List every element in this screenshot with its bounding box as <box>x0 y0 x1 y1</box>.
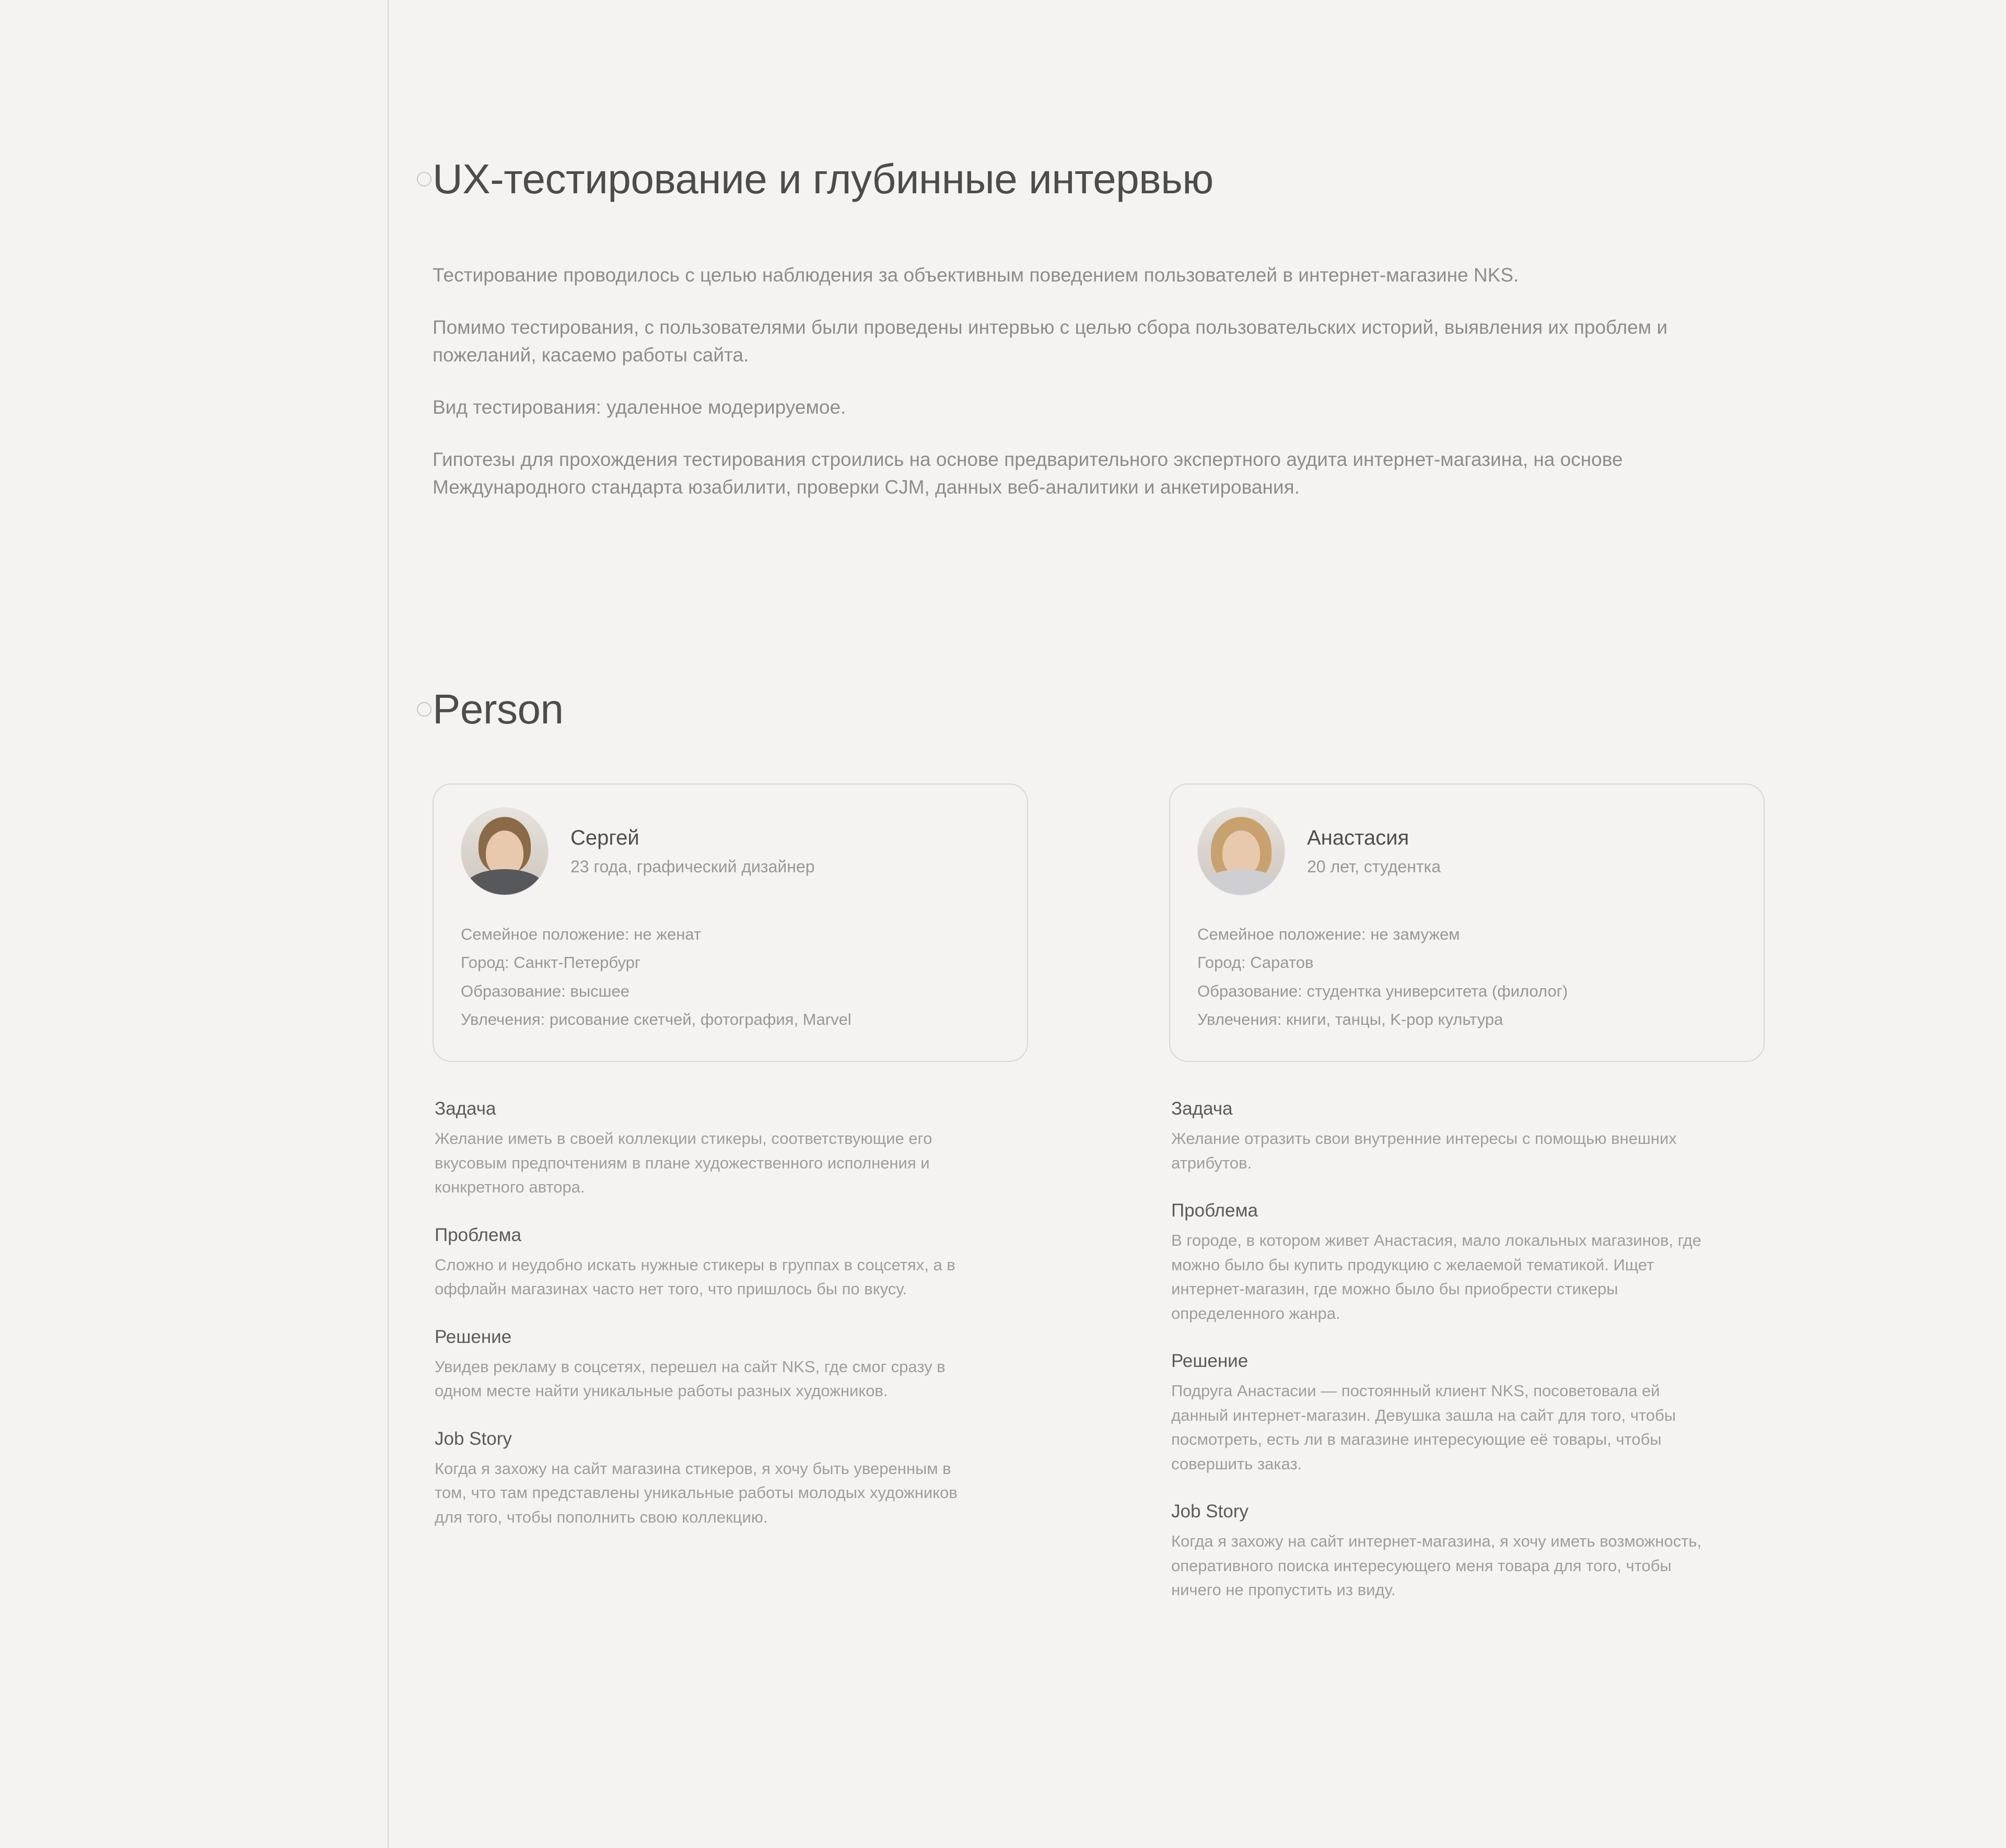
persona-fact: Увлечения: рисование скетчей, фотография, Marvel <box>461 1010 852 1028</box>
persona-blocks <box>1169 1098 1765 1603</box>
section-header-person <box>433 658 563 760</box>
block-text: Увидев рекламу в соцсетях, перешел на сайт NKS, где смог сразу в одном месте найти уникальные работы разных художников. <box>435 1357 946 1400</box>
persona-header <box>1197 808 1736 895</box>
section-title: Person <box>433 685 564 732</box>
block-text: Желание иметь в своей коллекции стикеры, соответствующие его вкусовым предпочтениям в плане художественного исполнения и конкретного автора. <box>435 1129 932 1196</box>
persona-fact: Семейное положение: не замужем <box>1197 925 1460 943</box>
persona-fact: Семейное положение: не женат <box>461 925 702 943</box>
persona-block <box>435 1098 1028 1200</box>
block-text: Сложно и неудобно искать нужные стикеры в группах в соцсетях, а в оффлайн магазинах часто нет того, что пришлось бы по вкусу. <box>435 1255 955 1298</box>
persona-block <box>435 1429 1028 1530</box>
persona-column <box>1169 783 1765 1603</box>
persona-block <box>1171 1501 1765 1603</box>
intro-text <box>433 261 1759 501</box>
section-header-ux <box>433 128 1214 230</box>
persona-identity <box>1307 826 1441 876</box>
intro-paragraph: Вид тестирования: удаленное модерируемое. <box>433 396 846 418</box>
persona-fact: Город: Саратов <box>1197 953 1314 972</box>
block-text: Желание отразить свои внутренние интересы с помощью внешних атрибутов. <box>1171 1129 1677 1172</box>
persona-facts <box>1197 920 1736 1034</box>
persona-block <box>435 1225 1028 1302</box>
block-title: Проблема <box>435 1224 521 1245</box>
persona-card <box>1169 783 1765 1062</box>
block-title: Проблема <box>1171 1200 1258 1221</box>
avatar <box>461 808 549 895</box>
persona-fact: Образование: студентка университета (филолог) <box>1197 981 1568 1000</box>
persona-header <box>461 808 1000 895</box>
intro-paragraph: Гипотезы для прохождения тестирования строились на основе предварительного экспертного аудита интернет-магазина, на основе Международного стандарта юзабилити, проверки CJM, данных веб-аналитики и анкетирования. <box>433 448 1623 498</box>
persona-meta: 23 года, графический дизайнер <box>570 857 815 876</box>
persona-fact: Увлечения: книги, танцы, K-pop культура <box>1197 1010 1503 1028</box>
block-title: Решение <box>1171 1351 1249 1371</box>
persona-name: Анастасия <box>1307 826 1409 849</box>
persona-block <box>1171 1200 1765 1326</box>
persona-fact: Город: Санкт-Петербург <box>461 953 641 972</box>
intro-paragraph: Тестирование проводилось с целью наблюдения за объективным поведением пользователей в интернет-магазине NKS. <box>433 264 1519 286</box>
block-text: Когда я захожу на сайт магазина стикеров, я хочу быть уверенным в том, что там представлены уникальные работы молодых художников для того, чтобы пополнить свою коллекцию. <box>435 1459 958 1526</box>
persona-block <box>1171 1098 1765 1175</box>
persona-meta: 20 лет, студентка <box>1307 857 1441 876</box>
avatar <box>1197 808 1285 895</box>
block-title: Задача <box>1171 1098 1233 1119</box>
page-title: UX-тестирование и глубинные интервью <box>433 155 1214 202</box>
persona-identity <box>570 826 815 876</box>
persona-fact: Образование: высшее <box>461 981 629 1000</box>
block-title: Решение <box>435 1326 512 1347</box>
persona-blocks <box>433 1098 1028 1529</box>
timeline-bullet-icon <box>417 702 431 717</box>
persona-grid <box>433 783 1770 1603</box>
persona-card <box>433 783 1028 1062</box>
persona-block <box>1171 1351 1765 1476</box>
block-text: Когда я захожу на сайт интернет-магазина, я хочу иметь возможность, оперативного поиска интересующего меня товара для того, чтобы ничего не пропустить из виду. <box>1171 1532 1702 1599</box>
persona-facts <box>461 920 1000 1034</box>
block-title: Job Story <box>435 1428 512 1449</box>
block-title: Job Story <box>1171 1501 1249 1522</box>
block-title: Задача <box>435 1098 496 1119</box>
block-text: Подруга Анастасии — постоянный клиент NKS, посоветовала ей данный интернет-магазин. Девушка зашла на сайт для того, чтобы посмотреть, есть ли в магазине интересующие её товары, чтобы совершить заказ. <box>1171 1382 1676 1473</box>
timeline-rail <box>388 0 389 1848</box>
timeline-bullet-icon <box>417 172 431 186</box>
persona-block <box>435 1327 1028 1403</box>
persona-column <box>433 783 1028 1603</box>
persona-name: Сергей <box>570 826 639 849</box>
block-text: В городе, в котором живет Анастасия, мало локальных магазинов, где можно было бы купить продукцию с желаемой тематикой. Ищет интернет-магазин, где можно было бы приобрести стикеры определенного жанра. <box>1171 1231 1701 1323</box>
intro-paragraph: Помимо тестирования, с пользователями были проведены интервью с целью сбора пользовательских историй, выявления их проблем и пожеланий, касаемо работы сайта. <box>433 316 1668 366</box>
